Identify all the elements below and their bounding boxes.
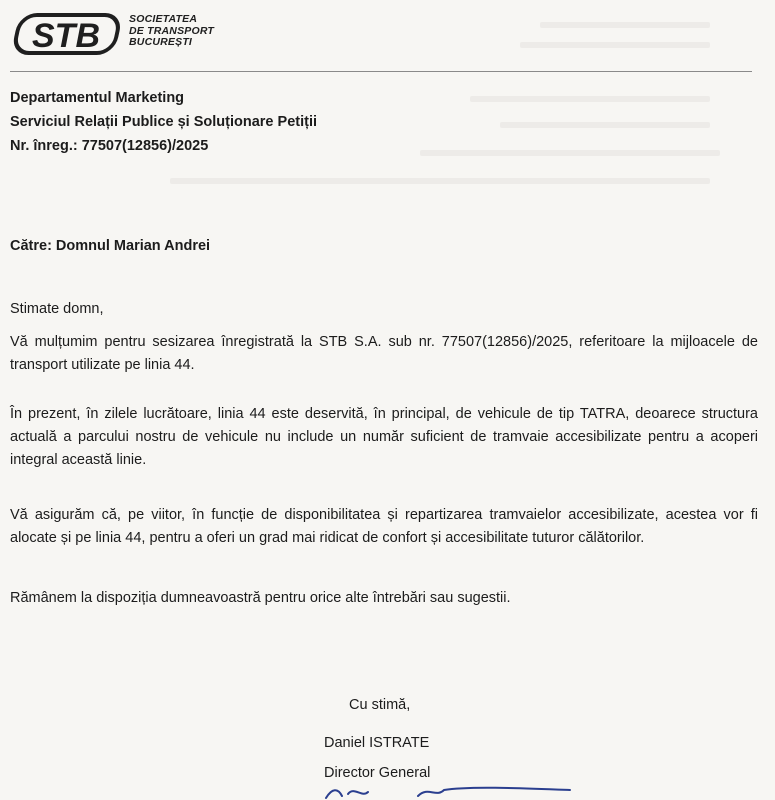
department-name: Departamentul Marketing	[10, 90, 185, 106]
header-divider	[10, 71, 752, 72]
greeting: Stimate domn,	[10, 301, 104, 317]
org-line-1: SOCIETATEA	[129, 13, 198, 25]
bleed-through-mark	[470, 96, 710, 102]
service-name: Serviciul Relații Publice și Soluționare Petiții	[10, 114, 318, 130]
registration-number: Nr. înreg.: 77507(12856)/2025	[10, 138, 209, 154]
logo-lettering: STB	[32, 17, 100, 55]
paragraph-3: Vă asigurăm că, pe viitor, în funcție de disponibilitatea și repartizarea tramvaielor accesibilizate, acestea vor fi alocate și pe linia 44, pentru a oferi un grad mai ridicat de confort și accesibilitate tuturor călătorilor.	[10, 507, 758, 546]
signature-icon	[318, 782, 578, 800]
bleed-through-mark	[500, 122, 710, 128]
letterhead	[12, 8, 772, 72]
bleed-through-mark	[420, 150, 720, 156]
signatory-title: Director General	[324, 765, 431, 781]
closing-salutation: Cu stimă,	[349, 697, 411, 713]
recipient-line: Către: Domnul Marian Andrei	[10, 238, 211, 254]
signatory-name: Daniel ISTRATE	[324, 735, 430, 751]
department-block	[10, 86, 317, 158]
stb-logo-icon	[12, 10, 120, 58]
paragraph-4: Rămânem la dispoziția dumneavoastră pentru orice alte întrebări sau sugestii.	[10, 590, 511, 606]
org-line-2: DE TRANSPORT	[129, 24, 215, 37]
org-line-3: BUCUREȘTI	[129, 36, 193, 48]
organization-name	[129, 14, 214, 49]
bleed-through-mark	[170, 178, 710, 184]
paragraph-1: Vă mulțumim pentru sesizarea înregistrată la STB S.A. sub nr. 77507(12856)/2025, referitoare la mijloacele de transport utilizate pe linia 44.	[10, 334, 758, 373]
paragraph-2: În prezent, în zilele lucrătoare, linia 44 este deservită, în principal, de vehicule de tip TATRA, deoarece structura actuală a parcului nostru de vehicule nu include un număr suficient de tramvaie accesibilizate pentru a acoperi integral această linie.	[10, 406, 758, 468]
